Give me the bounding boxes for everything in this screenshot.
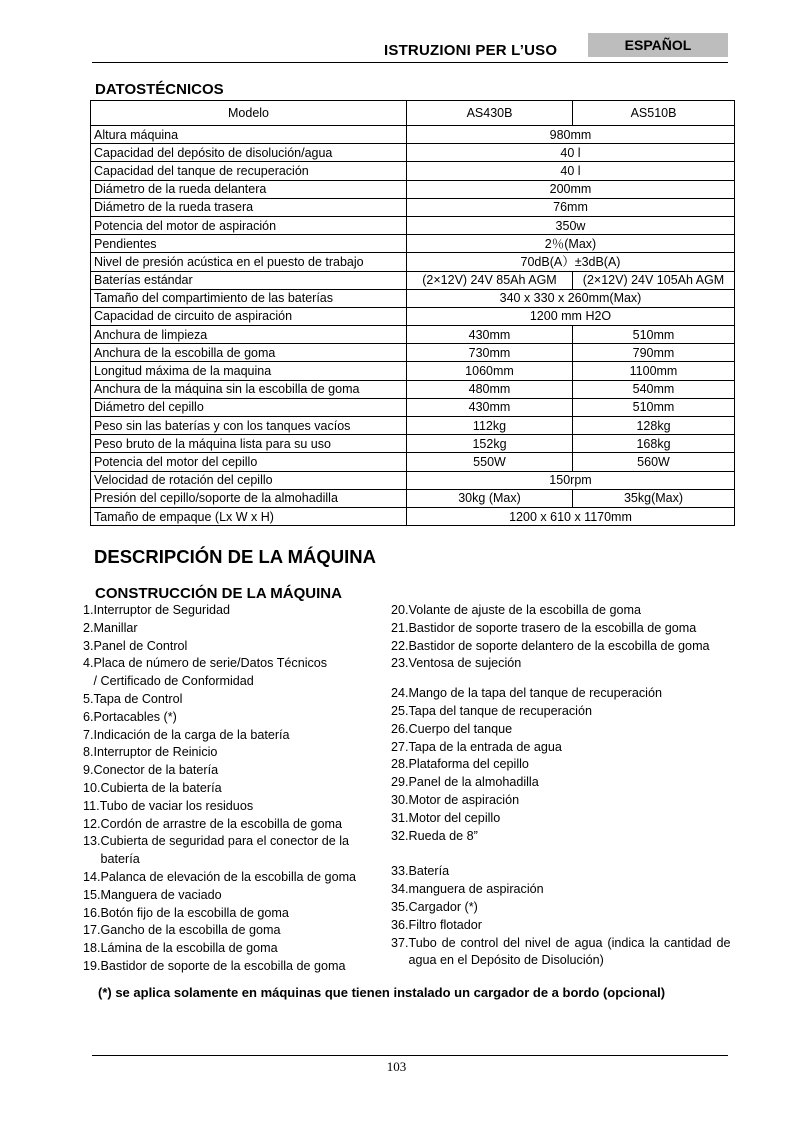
item-number: 33. [391,864,409,879]
table-row [91,162,735,180]
item-number: 29. [391,775,409,790]
table-row [91,362,735,380]
table-row [91,235,735,253]
list-item [83,780,383,798]
spec-value-as510b: 128kg [573,417,735,435]
table-row [91,216,735,234]
item-text: Rueda de 8” [408,828,478,843]
item-text: Tapa del tanque de recuperación [408,703,592,718]
page-number: 103 [386,1059,407,1074]
spec-value-as510b: 560W [573,453,735,471]
spec-value: 200mm [407,180,735,198]
list-item [391,792,741,810]
list-item [83,816,383,834]
spec-value: 40 l [407,162,735,180]
spec-label: Velocidad de rotación del cepillo [91,471,407,489]
table-row [91,435,735,453]
table-row [91,198,735,216]
list-item [391,739,741,757]
item-number: 28. [391,757,409,772]
spec-label: Presión del cepillo/soporte de la almohadilla [91,489,407,507]
item-number: 36. [391,917,409,932]
list-item [83,869,383,887]
spec-label: Altura máquina [91,126,407,144]
machine-description-title: DESCRIPCIÓN DE LA MÁQUINA [94,546,376,567]
item-number: 5. [83,691,94,706]
item-number: 22. [391,638,409,653]
table-row [91,289,735,307]
table-row [91,453,735,471]
item-number: 20. [391,603,409,617]
item-number: 30. [391,792,409,807]
item-text: Ventosa de sujeción [408,656,522,671]
item-text: Panel de Control [93,638,188,653]
list-item [83,905,383,923]
item-text: Motor del cepillo [408,810,501,825]
spec-label: Pendientes [91,235,407,253]
item-number: 32. [391,828,409,843]
list-item [83,958,383,976]
spec-label: Anchura de la escobilla de goma [91,344,407,362]
item-number: 15. [83,887,101,902]
item-text: Tubo de control del nivel de agua (indica la cantidad de agua en el Depósito de Disolución) [408,935,731,968]
item-number: 1. [83,603,94,617]
spec-label: Potencia del motor del cepillo [91,453,407,471]
list-item [391,863,741,881]
table-row [91,126,735,144]
list-item [391,655,741,673]
table-row [91,344,735,362]
spec-label: Tamaño de empaque (Lx W x H) [91,507,407,525]
spec-value: 150rpm [407,471,735,489]
item-text: Botón fijo de la escobilla de goma [100,905,289,920]
item-number: 8. [83,745,94,760]
item-number: 7. [83,727,94,742]
list-item [391,721,741,739]
spec-label: Capacidad de circuito de aspiración [91,307,407,325]
list-item [391,685,741,703]
list-item [83,709,383,727]
list-item [83,691,383,709]
spec-value: 980mm [407,126,735,144]
item-number: 23. [391,656,409,671]
list-item [391,774,741,792]
list-item [391,810,741,828]
list-item [83,762,383,780]
item-text: Cordón de arrastre de la escobilla de goma [100,816,343,831]
list-item [391,638,741,656]
spec-label: Anchura de la máquina sin la escobilla de goma [91,380,407,398]
list-item [83,833,383,869]
item-number: 37. [391,935,409,950]
item-number: 14. [83,869,101,884]
spec-value-as430b: 480mm [407,380,573,398]
table-row [91,326,735,344]
table-row [91,271,735,289]
item-number: 34. [391,882,409,897]
spec-label: Capacidad del depósito de disolución/agua [91,144,407,162]
item-text: Panel de la almohadilla [408,775,539,790]
spec-value-as430b: 30kg (Max) [407,489,573,507]
spec-value-as510b: 510mm [573,326,735,344]
parts-list-right [391,602,741,970]
list-item [83,744,383,762]
item-number: 27. [391,739,409,754]
list-item [391,828,741,846]
item-text: Batería [408,864,450,879]
spec-value-as510b: 168kg [573,435,735,453]
item-number: 21. [391,620,409,635]
list-item [391,756,741,774]
item-text: Bastidor de soporte de la escobilla de goma [100,958,346,973]
spec-value: 40 l [407,144,735,162]
item-text: Indicación de la carga de la batería [93,727,290,742]
item-text: Palanca de elevación de la escobilla de goma [100,869,357,884]
list-item [391,899,741,917]
list-item [83,602,383,620]
item-text: Tubo de vaciar los residuos [99,798,254,813]
item-text: Tapa de Control [93,691,183,706]
technical-data-table [90,100,735,526]
item-text: Cubierta de la batería [100,780,222,795]
item-text: Motor de aspiración [408,792,520,807]
item-number: 9. [83,763,94,778]
list-item [391,703,741,721]
spec-label: Longitud máxima de la maquina [91,362,407,380]
language-badge: ESPAÑOL [588,33,728,57]
item-text: Conector de la batería [93,763,219,778]
technical-data-title: DATOSTÉCNICOS [95,81,224,98]
spec-label: Potencia del motor de aspiración [91,216,407,234]
header-rule [92,62,728,63]
spec-label: Nivel de presión acústica en el puesto de trabajo [91,253,407,271]
table-row [91,307,735,325]
spec-value-as510b: 510mm [573,398,735,416]
item-text: Cuerpo del tanque [408,721,513,736]
spec-value-as430b: 430mm [407,398,573,416]
item-number: 25. [391,703,409,718]
spec-value: 1200 x 610 x 1170mm [407,507,735,525]
item-text: Bastidor de soporte trasero de la escobilla de goma [408,620,697,635]
charger-note: (*) se aplica solamente en máquinas que tienen instalado un cargador de a bordo (opcional) [98,985,666,1000]
spec-value-as430b: 550W [407,453,573,471]
list-item [83,620,383,638]
column-header-model: Modelo [91,101,407,126]
item-text: Volante de ajuste de la escobilla de goma [408,603,641,617]
list-item [83,727,383,745]
spec-value: 350w [407,216,735,234]
spec-value: 70dB(A）±3dB(A) [407,253,735,271]
table-row [91,417,735,435]
item-text: Lámina de la escobilla de goma [100,941,278,956]
item-text: Placa de número de serie/Datos Técnicos / Certificado de Conformidad [93,656,328,689]
item-number: 11. [83,798,100,813]
table-row [91,144,735,162]
spec-value-as510b: 540mm [573,380,735,398]
spec-value-as510b: 1100mm [573,362,735,380]
list-item [83,940,383,958]
list-item [83,798,383,816]
table-row [91,398,735,416]
item-number: 18. [83,941,101,956]
item-number: 12. [83,816,101,831]
item-text: Interruptor de Reinicio [93,745,218,760]
item-text: Bastidor de soporte delantero de la escobilla de goma [408,638,710,653]
item-text: Cargador (*) [408,899,478,914]
spec-value-as430b: 430mm [407,326,573,344]
item-number: 31. [391,810,409,825]
list-item [83,922,383,940]
item-number: 2. [83,620,94,635]
item-text: Portacables (*) [93,709,177,724]
table-row [91,253,735,271]
table-header-row [91,101,735,126]
item-text: Tapa de la entrada de agua [408,739,562,754]
item-text: manguera de aspiración [408,882,544,897]
column-header-as510b: AS510B [573,101,735,126]
spec-value-as430b: 1060mm [407,362,573,380]
item-text: Gancho de la escobilla de goma [100,923,281,938]
column-header-as430b: AS430B [407,101,573,126]
item-number: 16. [83,905,101,920]
item-number: 4. [83,656,94,671]
spec-value: 76mm [407,198,735,216]
item-text: Mango de la tapa del tanque de recuperación [408,686,662,701]
spec-label: Tamaño del compartimiento de las baterías [91,289,407,307]
table-row [91,507,735,525]
table-row [91,380,735,398]
list-item [83,638,383,656]
item-text: Manillar [93,620,138,635]
spec-label: Peso sin las baterías y con los tanques vacíos [91,417,407,435]
spec-label: Baterías estándar [91,271,407,289]
item-number: 13. [83,834,101,849]
spec-value-as430b: (2×12V) 24V 85Ah AGM [407,271,573,289]
list-item [391,620,741,638]
table-row [91,471,735,489]
spec-label: Anchura de limpieza [91,326,407,344]
spec-value: 1200 mm H2O [407,307,735,325]
item-number: 26. [391,721,409,736]
item-number: 19. [83,958,101,973]
item-number: 17. [83,923,101,938]
spec-label: Peso bruto de la máquina lista para su uso [91,435,407,453]
machine-construction-title: CONSTRUCCIÓN DE LA MÁQUINA [95,585,342,602]
spec-label: Diámetro de la rueda delantera [91,180,407,198]
spec-value: 340 x 330 x 260mm(Max) [407,289,735,307]
spec-label: Diámetro de la rueda trasera [91,198,407,216]
list-item [83,887,383,905]
spec-value-as510b: 35kg(Max) [573,489,735,507]
item-text: Cubierta de seguridad para el conector de la batería [100,834,350,867]
item-number: 35. [391,899,409,914]
list-item [391,881,741,899]
item-text: Manguera de vaciado [100,887,222,902]
list-item [391,935,741,971]
spec-value: 2％(Max) [407,235,735,253]
header-title: ISTRUZIONI PER L’USO [384,42,558,59]
item-text: Filtro flotador [408,917,483,932]
item-number: 24. [391,686,409,701]
spec-value-as430b: 730mm [407,344,573,362]
item-text: Plataforma del cepillo [408,757,529,772]
parts-list-left [83,602,383,976]
spec-label: Capacidad del tanque de recuperación [91,162,407,180]
list-item [391,917,741,935]
spec-value-as510b: (2×12V) 24V 105Ah AGM [573,271,735,289]
item-number: 6. [83,709,94,724]
table-row [91,180,735,198]
spec-value-as430b: 112kg [407,417,573,435]
table-row [91,489,735,507]
item-number: 10. [83,780,101,795]
spec-label: Diámetro del cepillo [91,398,407,416]
item-number: 3. [83,638,94,653]
spec-value-as510b: 790mm [573,344,735,362]
list-item [391,602,741,620]
item-text: Interruptor de Seguridad [93,603,231,617]
spec-value-as430b: 152kg [407,435,573,453]
list-item [83,655,383,691]
footer-rule [92,1055,728,1056]
